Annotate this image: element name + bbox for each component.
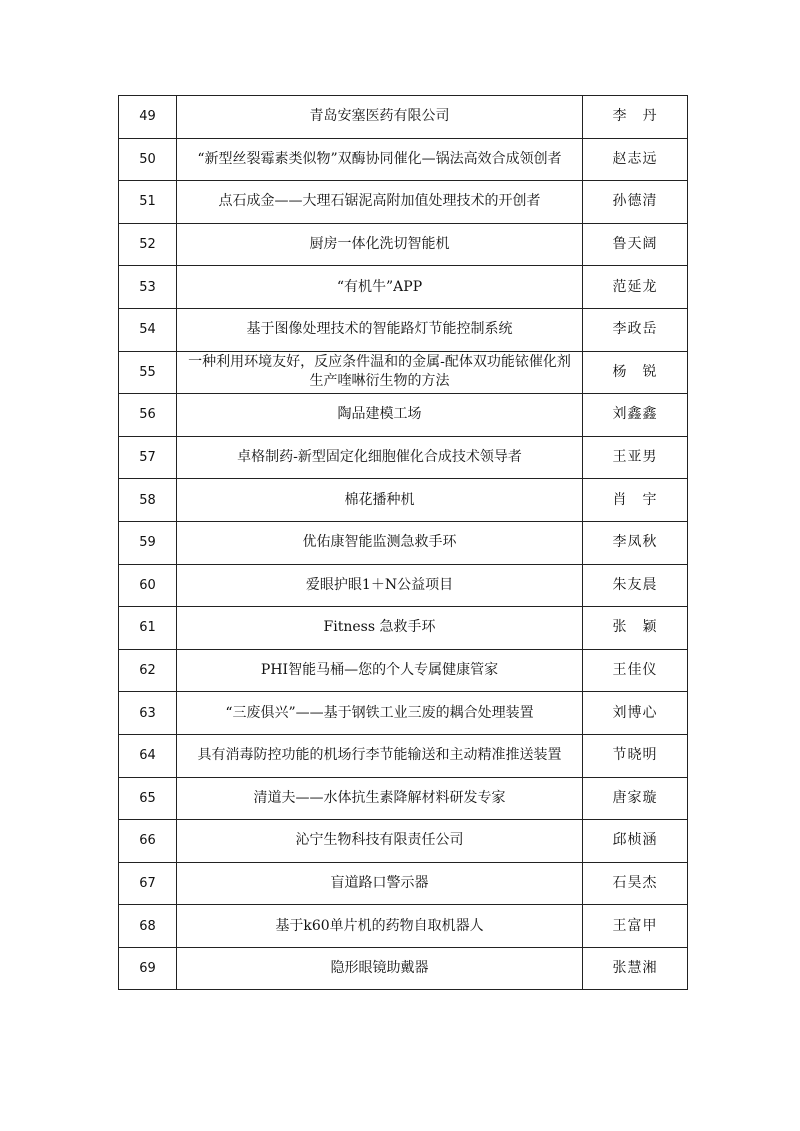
row-number-cell: 62	[119, 649, 177, 692]
row-number-cell: 59	[119, 521, 177, 564]
person-name-cell: 唐家璇	[583, 777, 688, 820]
project-name-cell: 优佑康智能监测急救手环	[177, 521, 583, 564]
person-name-cell: 刘鑫鑫	[583, 394, 688, 437]
person-name-cell: 范延龙	[583, 266, 688, 309]
table-row	[119, 521, 688, 564]
row-number-cell: 58	[119, 479, 177, 522]
project-name-cell: PHI智能马桶—您的个人专属健康管家	[177, 649, 583, 692]
row-number-cell: 64	[119, 734, 177, 777]
project-name-cell: Fitness 急救手环	[177, 607, 583, 650]
project-name-cell: 沁宁生物科技有限责任公司	[177, 820, 583, 863]
table-row	[119, 479, 688, 522]
person-name-cell: 朱友晨	[583, 564, 688, 607]
person-name-cell: 赵志远	[583, 138, 688, 181]
row-number-cell: 50	[119, 138, 177, 181]
table-row	[119, 905, 688, 948]
project-name-cell: 基于k60单片机的药物自取机器人	[177, 905, 583, 948]
table-row	[119, 351, 688, 394]
row-number-cell: 55	[119, 351, 177, 394]
row-number-cell: 68	[119, 905, 177, 948]
table-row	[119, 649, 688, 692]
project-name-cell: 基于图像处理技术的智能路灯节能控制系统	[177, 308, 583, 351]
person-name-cell: 节晓明	[583, 734, 688, 777]
row-number-cell: 67	[119, 862, 177, 905]
table-row	[119, 820, 688, 863]
project-name-cell: 卓格制药-新型固定化细胞催化合成技术领导者	[177, 436, 583, 479]
table-row	[119, 138, 688, 181]
table-row	[119, 692, 688, 735]
person-name-cell: 张慧湘	[583, 947, 688, 990]
table-row	[119, 862, 688, 905]
project-name-cell: 具有消毒防控功能的机场行李节能输送和主动精准推送装置	[177, 734, 583, 777]
table-row	[119, 777, 688, 820]
person-name-cell: 张 颖	[583, 607, 688, 650]
person-name-cell: 王佳仪	[583, 649, 688, 692]
row-number-cell: 49	[119, 96, 177, 139]
project-name-cell: 陶品建模工场	[177, 394, 583, 437]
project-name-cell: 清道夫——水体抗生素降解材料研发专家	[177, 777, 583, 820]
table-row	[119, 266, 688, 309]
person-name-cell: 邱桢涵	[583, 820, 688, 863]
row-number-cell: 56	[119, 394, 177, 437]
table-row	[119, 96, 688, 139]
row-number-cell: 51	[119, 181, 177, 224]
project-name-cell: 厨房一体化洗切智能机	[177, 223, 583, 266]
person-name-cell: 李凤秋	[583, 521, 688, 564]
project-list-body	[119, 96, 688, 990]
row-number-cell: 66	[119, 820, 177, 863]
person-name-cell: 王富甲	[583, 905, 688, 948]
person-name-cell: 石昊杰	[583, 862, 688, 905]
row-number-cell: 52	[119, 223, 177, 266]
person-name-cell: 李政岳	[583, 308, 688, 351]
person-name-cell: 李 丹	[583, 96, 688, 139]
project-list-table-container	[118, 95, 687, 990]
row-number-cell: 69	[119, 947, 177, 990]
row-number-cell: 61	[119, 607, 177, 650]
person-name-cell: 鲁天阔	[583, 223, 688, 266]
row-number-cell: 57	[119, 436, 177, 479]
person-name-cell: 王亚男	[583, 436, 688, 479]
project-name-cell: 点石成金——大理石锯泥高附加值处理技术的开创者	[177, 181, 583, 224]
project-name-cell: “三废俱兴”——基于钢铁工业三废的耦合处理装置	[177, 692, 583, 735]
table-row	[119, 607, 688, 650]
table-row	[119, 394, 688, 437]
table-row	[119, 181, 688, 224]
project-name-cell: “新型丝裂霉素类似物”双酶协同催化—锅法高效合成领创者	[177, 138, 583, 181]
row-number-cell: 60	[119, 564, 177, 607]
person-name-cell: 肖 宇	[583, 479, 688, 522]
table-row	[119, 223, 688, 266]
project-name-cell: 棉花播种机	[177, 479, 583, 522]
project-name-cell: 爱眼护眼1＋N公益项目	[177, 564, 583, 607]
row-number-cell: 54	[119, 308, 177, 351]
row-number-cell: 63	[119, 692, 177, 735]
person-name-cell: 杨 锐	[583, 351, 688, 394]
table-row	[119, 308, 688, 351]
table-row	[119, 564, 688, 607]
project-list-table	[118, 95, 688, 990]
row-number-cell: 65	[119, 777, 177, 820]
table-row	[119, 436, 688, 479]
person-name-cell: 刘博心	[583, 692, 688, 735]
project-name-cell: 盲道路口警示器	[177, 862, 583, 905]
table-row	[119, 947, 688, 990]
row-number-cell: 53	[119, 266, 177, 309]
person-name-cell: 孙德清	[583, 181, 688, 224]
project-name-cell: 一种利用环境友好，反应条件温和的金属-配体双功能铱催化剂生产喹啉衍生物的方法	[177, 351, 583, 394]
project-name-cell: “有机牛”APP	[177, 266, 583, 309]
project-name-cell: 隐形眼镜助戴器	[177, 947, 583, 990]
table-row	[119, 734, 688, 777]
project-name-cell: 青岛安塞医药有限公司	[177, 96, 583, 139]
